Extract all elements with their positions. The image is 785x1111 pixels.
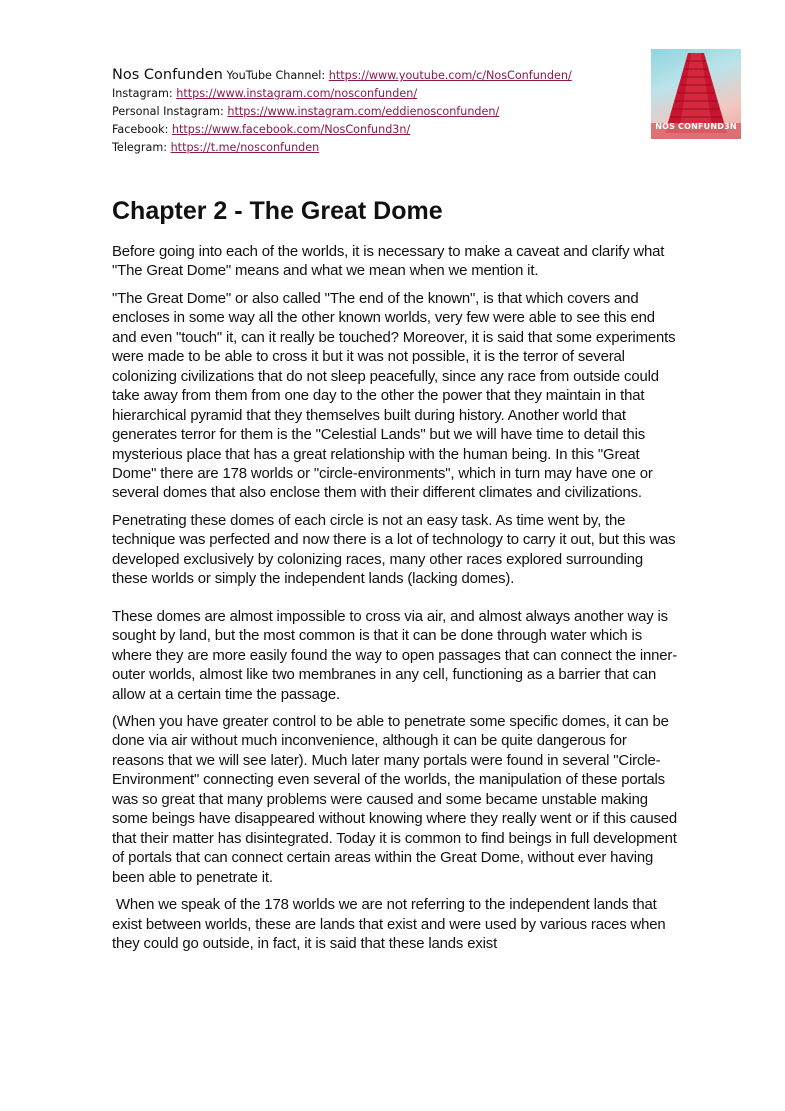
telegram-line (112, 139, 632, 157)
paragraph: When we speak of the 178 worlds we are not referring to the independent lands that exist between worlds, these are lands that exist and were used by various races when they could go outside, in fact, it is said that these lands exist (112, 897, 666, 952)
personal-instagram-link[interactable]: https://www.instagram.com/eddienosconfunden/ (227, 105, 500, 118)
paragraph: Penetrating these domes of each circle is not an easy task. As time went by, the technique was perfected and now there is a lot of technology to carry it out, but this was developed exclusively by colonizing races, many other races explored surrounding these worlds or simply the independent lands (lacking domes). (112, 512, 676, 588)
chapter-body (112, 243, 678, 962)
social-links-header (112, 66, 632, 157)
youtube-link[interactable]: https://www.youtube.com/c/NosConfunden/ (328, 69, 572, 82)
youtube-line (112, 66, 632, 85)
personal-instagram-line (112, 103, 632, 121)
telegram-label: Telegram: (112, 141, 171, 154)
babel-tower-logo-icon (651, 49, 741, 139)
instagram-line (112, 85, 632, 103)
youtube-label: YouTube Channel: (226, 69, 329, 82)
instagram-label: Instagram: (112, 87, 177, 100)
logo-text: NOS CONFUND3N (655, 122, 737, 131)
personal-instagram-label: Personal Instagram: (112, 105, 228, 118)
instagram-link[interactable]: https://www.instagram.com/nosconfunden/ (176, 87, 418, 100)
chapter-title: Chapter 2 - The Great Dome (112, 197, 443, 225)
facebook-line (112, 121, 632, 139)
facebook-label: Facebook: (112, 123, 172, 136)
brand-name: Nos Confunden (112, 67, 223, 83)
paragraph: "The Great Dome" or also called "The end of the known", is that which covers and encloses in some way all the other known worlds, very few were able to see this end and even "touch" it, can it really be touched? Moreover, it is said that some experiments were made to be able to cross it but it was not possible, it is the terror of several colonizing civilizations that do not sleep peacefully, since any race from outside could take away from them from one day to the other the power that they maintain in that hierarchical pyramid that they themselves built during history. Another world that generates terror for them is the "Celestial Lands" but we will have time to detail this mysterious place that has a great relationship with the human being. In this "Great Dome" there are 178 worlds or "circle-environments", which in turn may have one or several domes that also enclose them with their different climates and civilizations. (112, 290, 676, 502)
facebook-link[interactable]: https://www.facebook.com/NosConfund3n/ (171, 123, 411, 136)
paragraph: These domes are almost impossible to cross via air, and almost always another way is sought by land, but the most common is that it can be done through water which is where they are more easily found the way to open passages that can connect the inner-outer worlds, almost like two membranes in any cell, functioning as a barrier that can allow at a certain time the passage. (112, 608, 678, 703)
telegram-link[interactable]: https://t.me/nosconfunden (170, 141, 320, 154)
paragraph: (When you have greater control to be able to penetrate some specific domes, it can be done via air without much inconvenience, although it can be quite dangerous for reasons that we will see later). Much later many portals were found in several "Circle-Environment" connecting even several of the worlds, the manipulation of these portals was so great that many problems were caused and some became unstable making some beings have disappeared without knowing where they really went or if this caused that their matter has disintegrated. Today it is common to find beings in full development of portals that can connect certain areas within the Great Dome, without ever having been able to penetrate it. (112, 713, 678, 886)
paragraph: Before going into each of the worlds, it is necessary to make a caveat and clarify what "The Great Dome" means and what we mean when we mention it. (112, 244, 665, 280)
